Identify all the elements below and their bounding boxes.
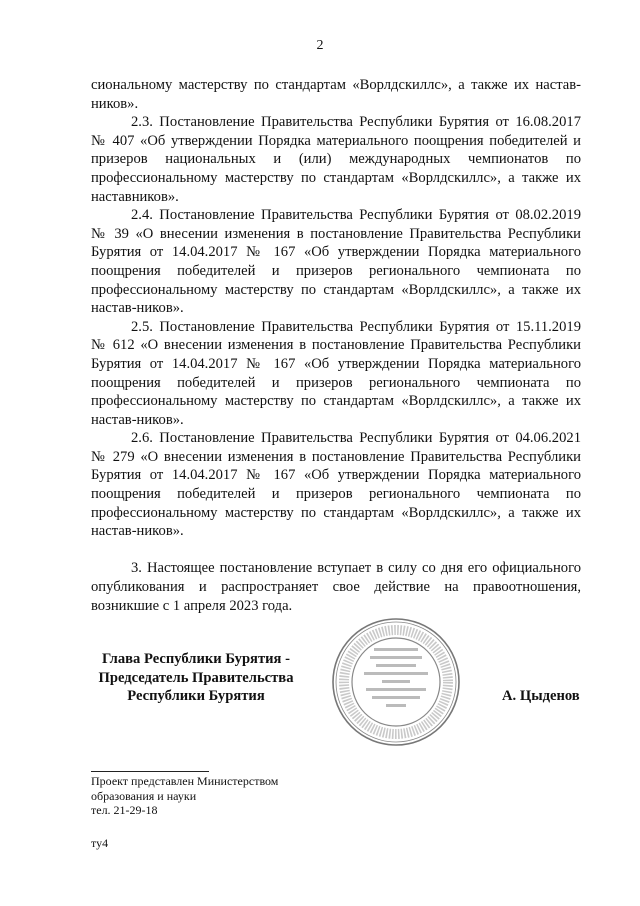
paragraph-1: сиональному мастерству по стандартам «Ворлдскиллс», а также их настав-ников». bbox=[91, 77, 581, 112]
paragraph-3: 3. Настоящее постановление вступает в силу со дня его официального опубликования и распространяет свое действие на правоотношения, возникшие с 1 апреля 2023 года. bbox=[91, 560, 581, 614]
signatory-title-line: Глава Республики Бурятия - bbox=[102, 651, 290, 667]
signatory-name: А. Цыденов bbox=[502, 688, 580, 704]
paragraph-2-3: 2.3. Постановление Правительства Республики Бурятия от 16.08.2017 № 407 «Об утверждении Порядка материального поощрения победителей и призеров национальных и (или) международных чемпионатов по профессиональному мастерству по стандартам «Ворлдскиллс», а также их наставников». bbox=[91, 114, 581, 205]
paragraph-2-4: 2.4. Постановление Правительства Республики Бурятия от 08.02.2019 № 39 «О внесении изменения в постановление Правительства Республики Бурятия от 14.04.2017 № 167 «Об утверждении Порядка материального поощрения победителей и призеров регионального чемпионата по профессиональному мастерству по стандартам «Ворлдскиллс», а также их настав-ников». bbox=[91, 207, 581, 317]
signatory-title bbox=[82, 650, 310, 706]
official-seal bbox=[330, 616, 462, 748]
paragraph-2-6: 2.6. Постановление Правительства Республики Бурятия от 04.06.2021 № 279 «О внесении изменения в постановление Правительства Республики Бурятия от 14.04.2017 № 167 «Об утверждении Порядка материального поощрения победителей и призеров регионального чемпионата по профессиональному мастерству по стандартам «Ворлдскиллс», а также их настав-ников». bbox=[91, 430, 581, 540]
seal-graphic bbox=[330, 616, 462, 748]
footer-line: образования и науки bbox=[91, 788, 197, 803]
signatory-title-line: Председатель Правительства bbox=[98, 669, 294, 686]
document-body bbox=[91, 76, 581, 615]
footer-line: Проект представлен Министерством bbox=[91, 774, 279, 788]
page-number: 2 bbox=[316, 38, 324, 53]
document-code: ту4 bbox=[91, 836, 109, 850]
footer-note bbox=[91, 774, 278, 818]
footer-line: тел. 21-29-18 bbox=[91, 803, 158, 818]
footer-divider bbox=[91, 771, 209, 772]
signatory-title-line: Республики Бурятия bbox=[127, 688, 265, 705]
paragraph-2-5: 2.5. Постановление Правительства Республики Бурятия от 15.11.2019 № 612 «О внесении изменения в постановление Правительства Республики Бурятия от 14.04.2017 № 167 «Об утверждении Порядка материального поощрения победителей и призеров регионального чемпионата по профессиональному мастерству по стандартам «Ворлдскиллс», а также их настав-ников». bbox=[91, 318, 581, 428]
